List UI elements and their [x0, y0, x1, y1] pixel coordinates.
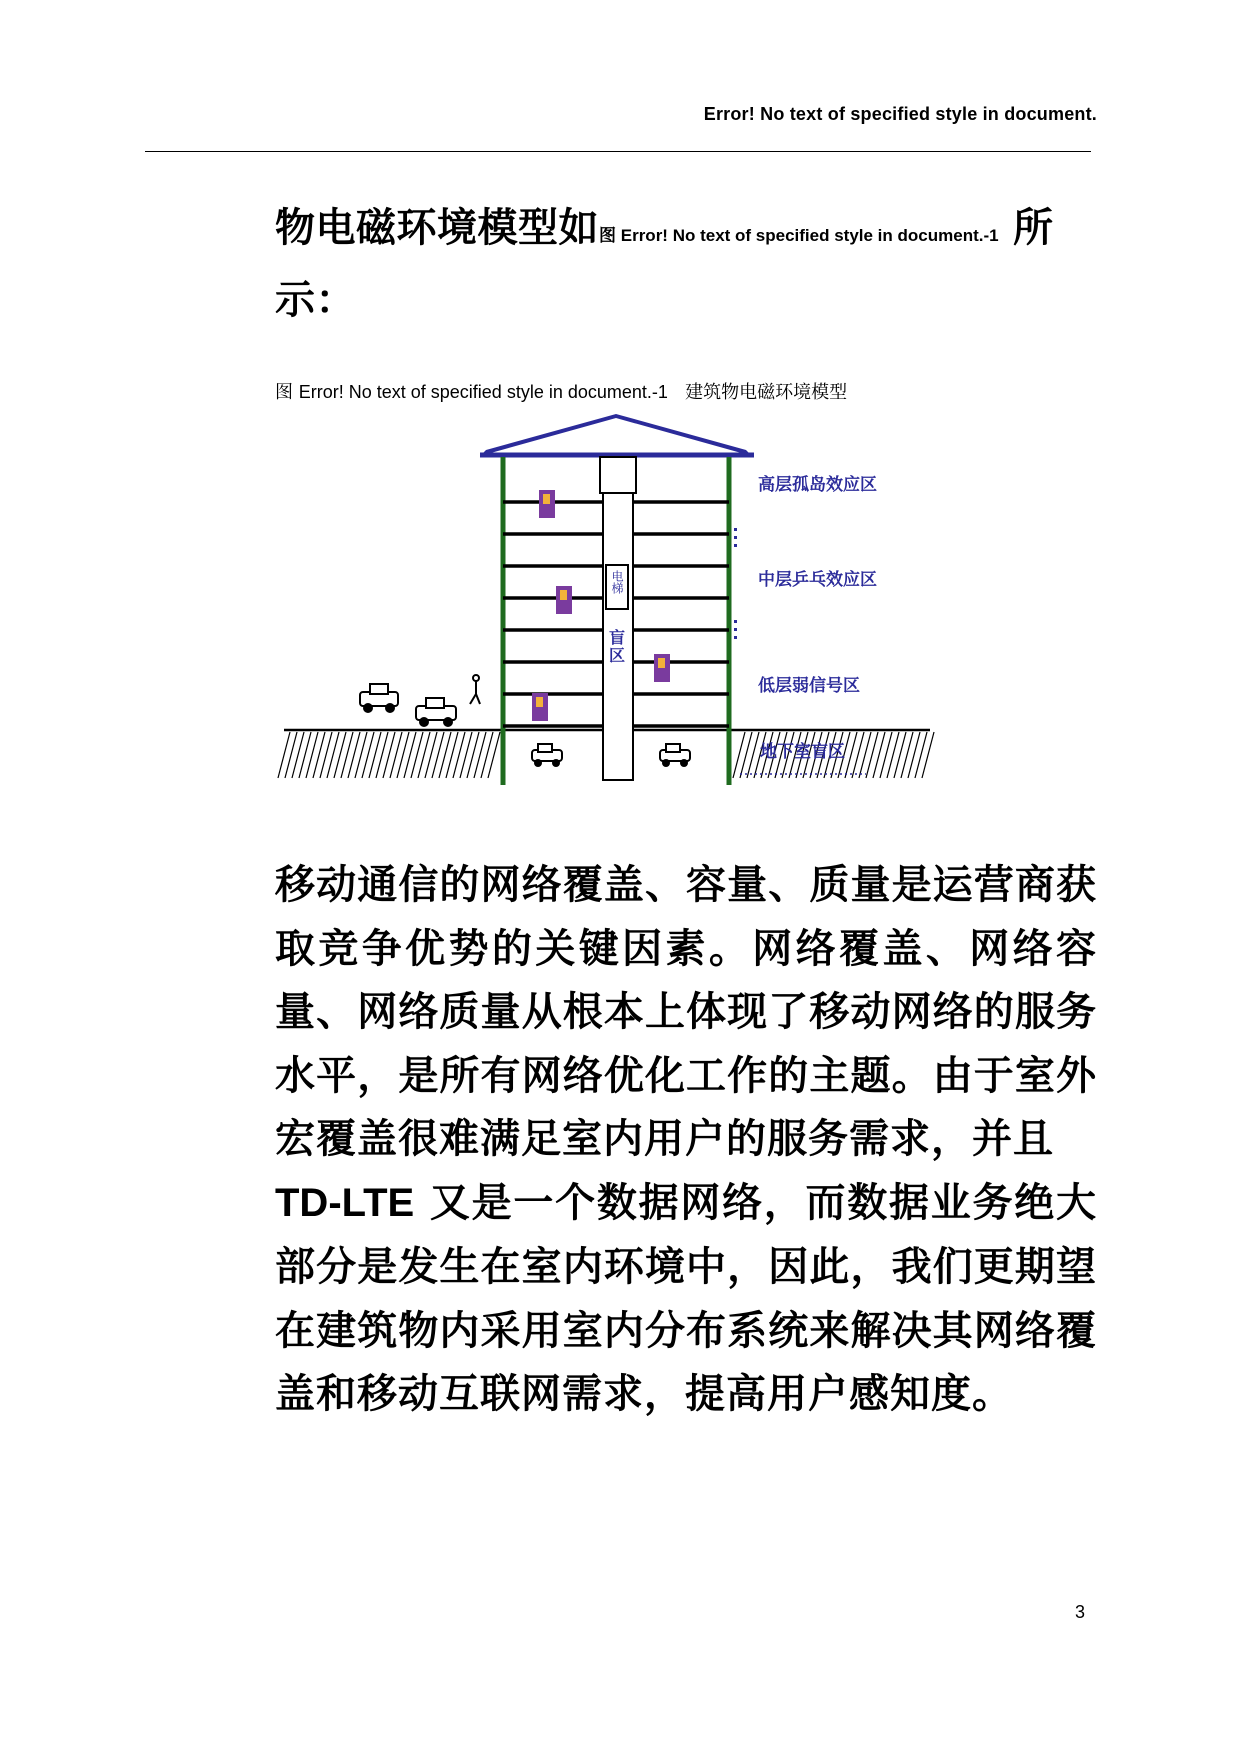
person-walking-icon [470, 675, 480, 704]
header-divider [145, 151, 1091, 152]
hatch-line [488, 732, 500, 778]
hatch-line [320, 732, 332, 778]
hatch-line [740, 732, 752, 778]
hatch-line [873, 732, 885, 778]
figure-ref-text: Error! No text of specified style in document.-1 [620, 226, 999, 245]
hatch-line [355, 732, 367, 778]
hatch-line [306, 732, 318, 778]
figure-ref-prefix: 图 [599, 226, 621, 245]
running-header: Error! No text of specified style in document. [703, 104, 1097, 124]
hatch-line [908, 732, 920, 778]
intro-tail-2: 示： [275, 276, 356, 323]
hatch-line [439, 732, 451, 778]
hatch-line [397, 732, 409, 778]
hatch-line [376, 732, 388, 778]
hatch-line [432, 732, 444, 778]
zone-label-low: 低层弱信号区 [758, 676, 860, 696]
zone-label-mid: 中层乒乓效应区 [758, 570, 877, 590]
body-text-part-2: 又是一个数据网络，而数据业务绝大部分是发生在室内环境中，因此，我们更期望在建筑物内采用室内分布系统来解决其网络覆盖和移动互联网需求，提高用户感知度。 [275, 1178, 1097, 1417]
blind-label-2: 区 [608, 646, 626, 665]
hatch-line [901, 732, 913, 778]
signal-dots [734, 528, 737, 639]
roof [480, 414, 752, 456]
page-number: 3 [1075, 1602, 1086, 1622]
hatch-line [390, 732, 402, 778]
body-text-part-1: 移动通信的网络覆盖、容量、质量是运营商获取竞争优势的关键因素。网络覆盖、网络容量、网络质量从根本上体现了移动网络的服务水平，是所有网络优化工作的主题。由于室外宏覆盖很难满足室内用户的服务需求，并且 [275, 861, 1097, 1162]
hatch-line [922, 732, 934, 778]
hatch-line [313, 732, 325, 778]
hatch-line [852, 732, 864, 778]
caption-ref: Error! No text of specified style in document.-1 [298, 382, 668, 402]
hatch-line [453, 732, 465, 778]
hatch-line [880, 732, 892, 778]
building-svg [270, 410, 950, 790]
hatch-line [292, 732, 304, 778]
person-icon [532, 693, 548, 721]
blind-label-1: 盲 [608, 628, 626, 647]
figure-reference [599, 226, 999, 245]
hatch-line [348, 732, 360, 778]
hatch-line [747, 732, 759, 778]
hatch-line [474, 732, 486, 778]
body-paragraph [275, 853, 1097, 1426]
hatch-line [481, 732, 493, 778]
elevator-label: 电梯 [610, 570, 624, 594]
figure-caption [275, 378, 847, 404]
hatch-line [285, 732, 297, 778]
caption-prefix: 图 [275, 382, 299, 403]
building-diagram [270, 410, 950, 790]
intro-lead: 物电磁环境模型如 [275, 204, 599, 251]
hatch-line [845, 732, 857, 778]
hatch-line [418, 732, 430, 778]
hatch-line [460, 732, 472, 778]
person-icon [556, 586, 572, 614]
person-icon [539, 490, 555, 518]
hatch-line [278, 732, 290, 778]
hatch-line [334, 732, 346, 778]
intro-tail-1: 所 [1013, 204, 1054, 251]
elevator-shaft [600, 457, 636, 780]
body-latin-term: TD-LTE [275, 1180, 415, 1225]
hatch-line [859, 732, 871, 778]
hatch-line [411, 732, 423, 778]
hatch-line [446, 732, 458, 778]
hatch-line [369, 732, 381, 778]
hatch-line [404, 732, 416, 778]
car-icon [416, 698, 456, 726]
hatch-line [866, 732, 878, 778]
car-icon [660, 744, 690, 766]
intro-paragraph [275, 196, 1101, 332]
zone-label-high: 高层孤岛效应区 [758, 475, 877, 495]
hatch-line [887, 732, 899, 778]
person-icon [654, 654, 670, 682]
hatch-line [341, 732, 353, 778]
hatch-line [327, 732, 339, 778]
hatch-line [894, 732, 906, 778]
car-icon [360, 684, 398, 712]
hatch-line [467, 732, 479, 778]
caption-title: 建筑物电磁环境模型 [685, 382, 848, 403]
hatch-line [383, 732, 395, 778]
hatch-line [362, 732, 374, 778]
car-icon [532, 744, 562, 766]
hatch-line [425, 732, 437, 778]
hatch-line [733, 732, 745, 778]
hatch-line [299, 732, 311, 778]
zone-label-basement: 地下室盲区 [760, 742, 845, 762]
hatch-line [915, 732, 927, 778]
